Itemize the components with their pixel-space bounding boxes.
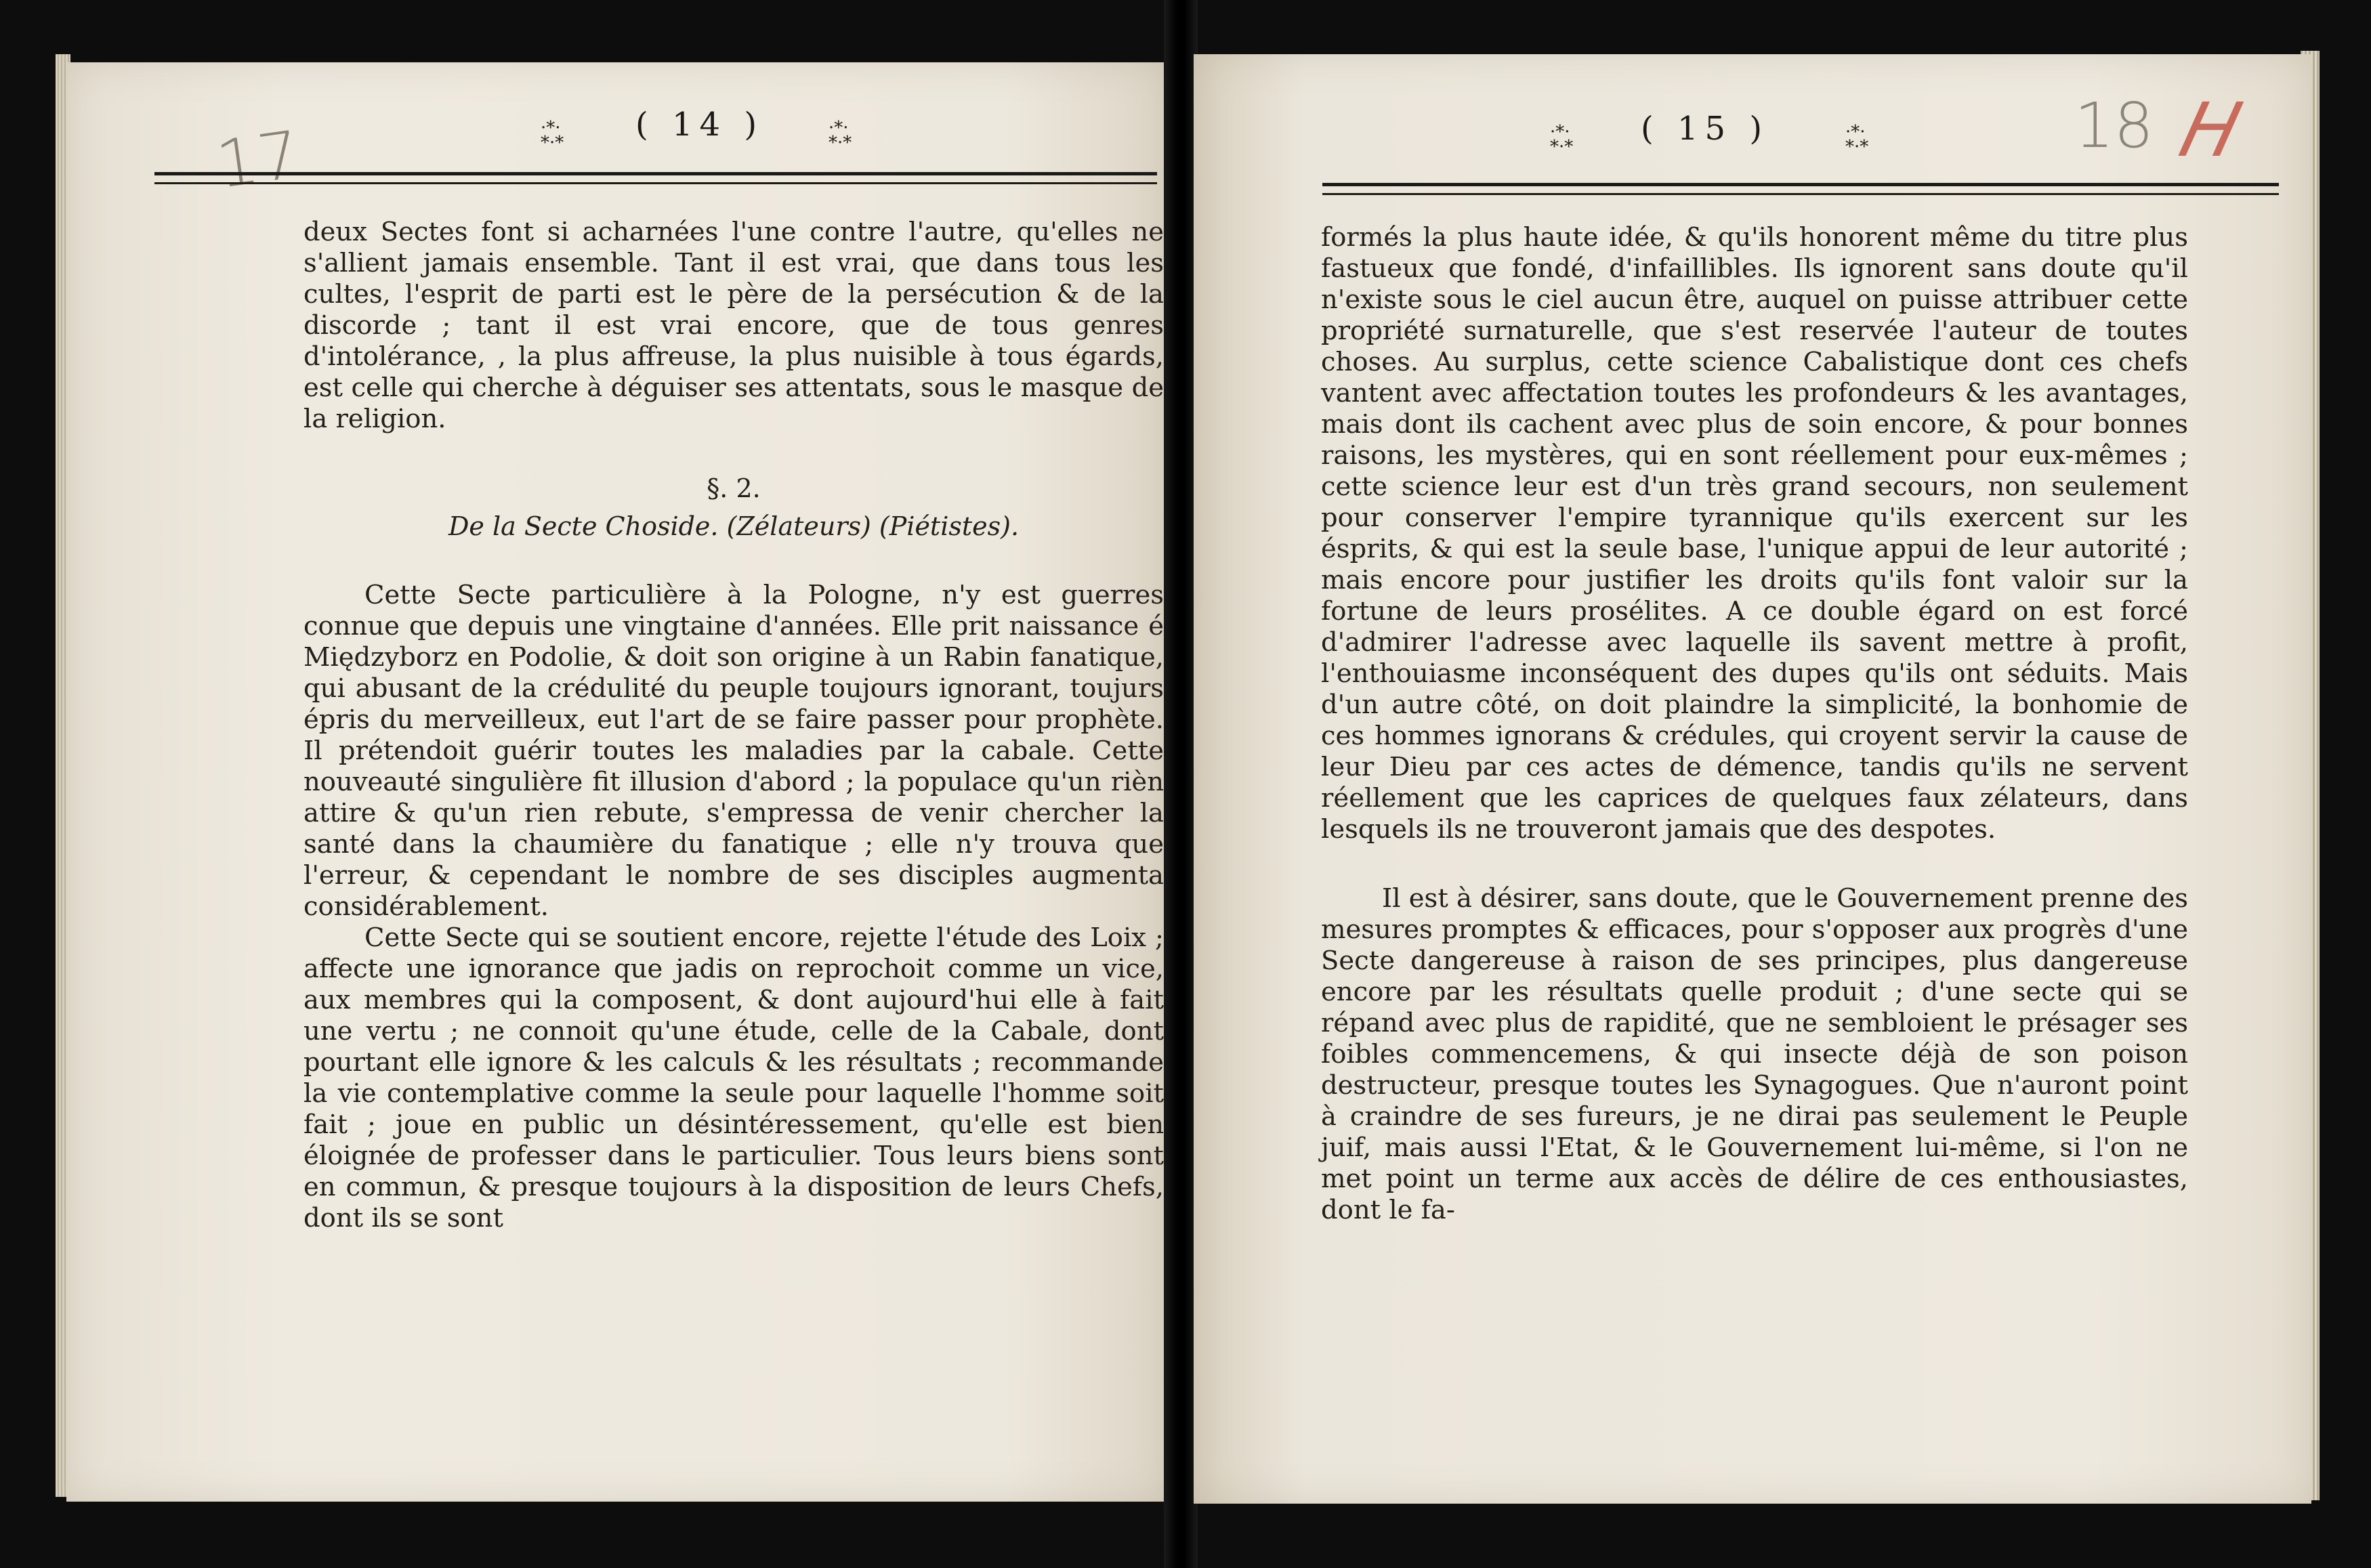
- right-pencil-folio: 18: [2074, 89, 2154, 162]
- left-page: [66, 62, 1169, 1502]
- left-header-rule: [154, 172, 1157, 184]
- right-header-ornament-right: ·*· *·*: [1845, 122, 1869, 157]
- right-header-ornament-left: ·*· *·*: [1550, 122, 1574, 157]
- left-header-ornament-left: ·*· *·*: [541, 118, 564, 153]
- book-gutter: [1164, 0, 1198, 1568]
- right-body: [1321, 222, 2188, 1226]
- right-pencil-mark-red: H: [2172, 87, 2250, 173]
- left-pencil-folio: 17: [211, 116, 305, 203]
- right-page-number: ( 15 ): [1641, 110, 1769, 148]
- right-paragraph-continued: formés la plus haute idée, & qu'ils honorent même du titre plus fastueux que fondé, d'infaillibles. Ils ignorent sans doute qu'il n'existe sous le ciel aucun être, auquel on puisse attribuer cette propriété surnaturelle, que s'est reservée l'auteur de toutes choses. Au surplus, cette science Cabalistique dont ces chefs vantent avec affectation toutes les profondeurs & les avantages, mais dont ils cachent avec plus de soin encore, & pour bonnes raisons, les mystères, qui en sont réellement pour eux-mêmes ; cette science leur est d'un très grand secours, non seulement pour conserver l'empire tyrannique qu'ils exercent sur les ésprits, & qui est la seule base, l'unique appui de leur autorité ; mais encore pour justifier les droits qu'ils font valoir sur la fortune de leurs prosélites. A ce double égard on est forcé d'admirer l'adresse avec laquelle ils savent mettre à profit, l'enthouiasme inconséquent des dupes qu'ils ont séduits. Mais d'un autre côté, on doit plaindre la simplicité, la bonhomie de ces hommes ignorans & crédules, qui croyent servir la cause de leur Dieu par ces actes de démence, tandis qu'ils ne servent réellement que les caprices de quelques faux zélateurs, dans lesquels ils ne trouveront jamais que des despotes.: [1321, 222, 2188, 845]
- left-paragraph-2: Cette Secte qui se soutient encore, rejette l'étude des Loix ; affecte une ignorance que jadis on reprochoit comme un vice, aux membres qui la composent, & dont aujourd'hui elle à fait une vertu ; ne connoit qu'une étude, celle de la Cabale, dont pourtant elle ignore & les calculs & les résultats ; recommande la vie contemplative comme la seule pour laquelle l'homme soit fait ; joue en public un désintéressement, qu'elle est bien éloignée de professer dans le particulier. Tous leurs biens sont en commun, & presque toujours à la disposition de leurs Chefs, dont ils se sont: [303, 923, 1164, 1233]
- left-header-ornament-right: ·*· *·*: [828, 118, 852, 153]
- section-number: §. 2.: [707, 473, 761, 503]
- section-title: De la Secte Choside. (Zélateurs) (Piétistes).: [448, 511, 1020, 541]
- right-paragraph-1: Il est à désirer, sans doute, que le Gouvernement prenne des mesures promptes & efficaces, pour s'opposer aux progrès d'une Secte dangereuse à raison de ses principes, plus dangereuse encore par les résultats quelle produit ; d'une secte qui se répand avec plus de rapidité, que ne sembloient le présager ses foibles commencemens, & qui insecte déjà de son poison destructeur, presque toutes les Synagogues. Que n'auront point à craindre de ses fureurs, je ne dirai pas seulement le Peuple juif, mais aussi l'Etat, & le Gouvernement lui-même, si l'on ne met point un terme aux accès de délire de ces enthousiastes, dont le fa-: [1321, 883, 2188, 1225]
- left-paragraph-1: Cette Secte particulière à la Pologne, n'y est guerres connue que depuis une vingtaine d'années. Elle prit naissance é Międzyborz en Podolie, & doit son origine à un Rabin fanatique, qui abusant de la crédulité du peuple toujours ignorant, toujurs épris du merveilleux, eut l'art de se faire passer pour prophète. Il prétendoit guérir toutes les maladies par la cabale. Cette nouveauté singulière fit illusion d'abord ; la populace qu'un rièn attire & qu'un rien rebute, s'empressa de venir chercher la santé dans la chaumière du fanatique ; elle n'y trouva que l'erreur, & cependant le nombre de ses disciples augmenta considérablement.: [303, 580, 1164, 922]
- right-page: [1194, 54, 2311, 1504]
- left-page-number: ( 14 ): [635, 106, 764, 144]
- right-header-rule: [1322, 183, 2279, 195]
- left-paragraph-continued: deux Sectes font si acharnées l'une contre l'autre, qu'elles ne s'allient jamais ensemble. Tant il est vrai, que dans tous les cultes, l'esprit de parti est le père de la persécution & de la discorde ; tant il est vrai encore, que de tous genres d'intolérance, , la plus affreuse, la plus nuisible à tous égards, est celle qui cherche à déguiser ses attentats, sous le masque de la religion.: [303, 217, 1164, 434]
- left-body: [303, 217, 1164, 1234]
